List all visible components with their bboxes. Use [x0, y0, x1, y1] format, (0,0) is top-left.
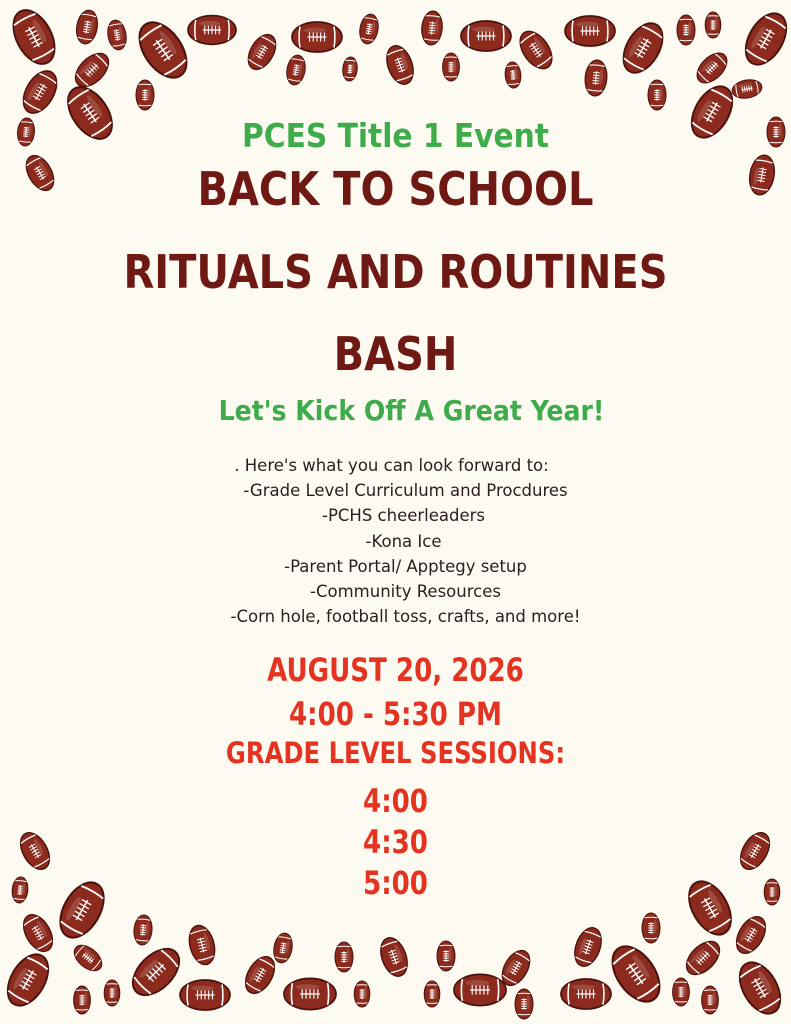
football-icon: [570, 924, 606, 970]
football-icon: [561, 979, 611, 1009]
football-icon: [424, 981, 440, 1007]
football-icon: [737, 6, 791, 71]
football-icon: [272, 932, 295, 965]
football-icon: [354, 981, 370, 1007]
football-icon: [104, 980, 120, 1006]
football-icon: [673, 978, 690, 1006]
highlight-item: -Parent Portal/ Apptegy setup: [284, 557, 527, 576]
football-icon: [292, 22, 342, 52]
football-icon: [130, 14, 196, 86]
highlight-item: -Grade Level Curriculum and Procdures: [243, 481, 568, 500]
football-icon: [461, 21, 511, 51]
football-icon: [497, 946, 536, 990]
football-icon: [504, 61, 522, 88]
football-icon: [136, 80, 154, 110]
football-icon: [358, 13, 381, 46]
football-icon: [731, 955, 788, 1020]
highlight-item: -Community Resources: [310, 582, 501, 601]
title-line-1: BACK TO SCHOOL: [197, 163, 594, 217]
football-icon: [420, 10, 443, 46]
football-icon: [188, 16, 236, 45]
football-icon: [69, 47, 114, 92]
session-time: 4:00: [363, 782, 428, 820]
event-date: AUGUST 20, 2026: [267, 651, 524, 689]
football-icon: [376, 934, 412, 980]
football-icon: [615, 17, 670, 80]
football-icon: [133, 914, 154, 945]
intro-text: . Here's what you can look forward to:: [234, 456, 549, 475]
event-label: PCES Title 1 Event: [242, 116, 549, 155]
football-icon: [648, 80, 666, 110]
football-icon: [17, 65, 64, 119]
football-icon: [284, 978, 336, 1009]
football-icon: [382, 42, 418, 88]
football-icon: [642, 913, 660, 943]
football-icon: [565, 16, 615, 46]
session-time: 4:30: [363, 823, 428, 861]
football-icon: [437, 941, 455, 971]
football-icon: [243, 30, 282, 74]
football-icon: [240, 952, 281, 999]
football-icon: [285, 54, 308, 87]
football-icon: [705, 12, 721, 38]
football-icon: [106, 19, 129, 52]
football-icon: [180, 980, 230, 1010]
session-time: 5:00: [363, 864, 428, 902]
football-icon: [603, 938, 669, 1010]
highlight-item: -Kona Ice: [365, 532, 442, 551]
football-icon: [584, 59, 609, 97]
highlight-item: -Corn hole, football toss, crafts, and more!: [230, 607, 581, 626]
football-icon: [335, 942, 353, 972]
football-icon: [515, 989, 533, 1019]
football-icon: [680, 935, 725, 980]
football-icon: [70, 940, 107, 975]
tagline: Let's Kick Off A Great Year!: [218, 394, 605, 427]
football-icon: [5, 3, 63, 71]
football-icon: [514, 26, 559, 75]
title-line-3: BASH: [333, 328, 458, 382]
football-icon: [124, 940, 187, 1003]
highlight-item: -PCHS cheerleaders: [321, 506, 486, 525]
football-icon: [454, 974, 506, 1005]
football-icon: [702, 986, 719, 1014]
event-time: 4:00 - 5:30 PM: [289, 695, 502, 733]
football-icon: [677, 15, 695, 45]
football-icon: [74, 8, 100, 45]
football-icon: [731, 78, 764, 101]
football-icon: [185, 923, 219, 968]
football-icon: [731, 912, 772, 959]
football-icon: [692, 48, 733, 89]
football-icon: [74, 986, 91, 1014]
football-icon: [342, 56, 358, 81]
football-icon: [443, 53, 460, 81]
sessions-label: GRADE LEVEL SESSIONS:: [225, 736, 566, 771]
title-line-2: RITUALS AND ROUTINES: [123, 246, 668, 300]
football-icon: [18, 910, 59, 957]
football-icon: [0, 947, 57, 1012]
